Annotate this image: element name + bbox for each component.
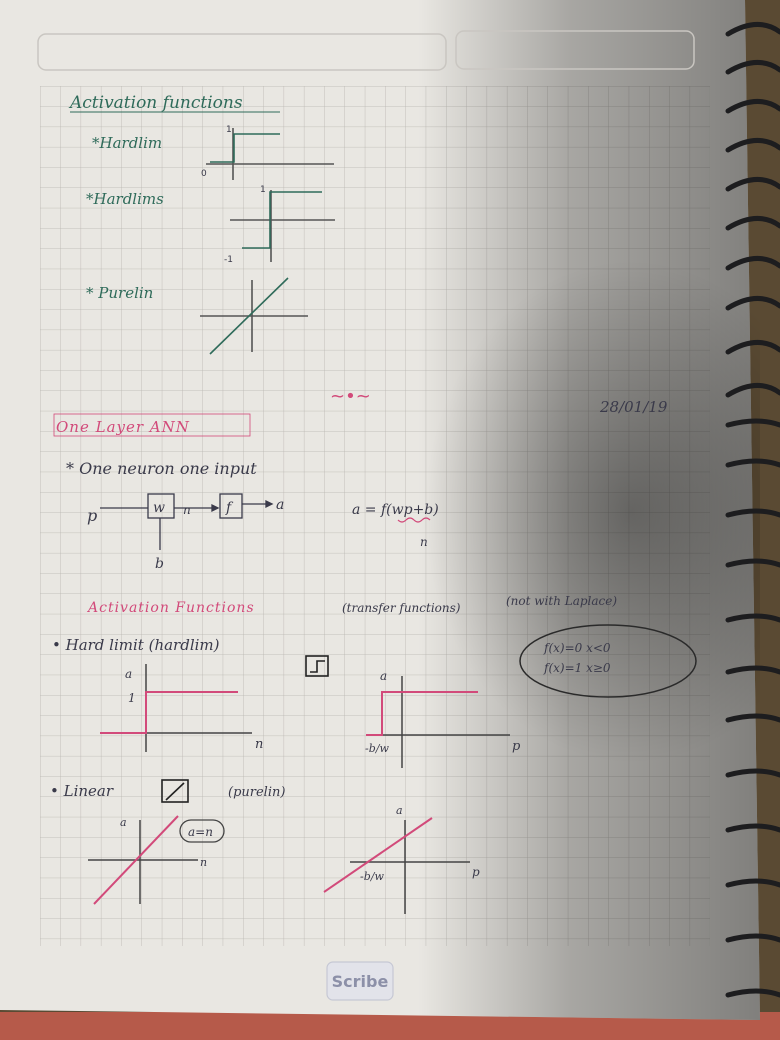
section-divider: ~•~	[330, 386, 371, 407]
section1-title: Activation functions	[70, 93, 243, 113]
equation: a = f(wp+b)	[352, 502, 439, 518]
graph-a-tick: 1	[128, 691, 136, 705]
item-hardlim-label: *Hardlim	[92, 134, 163, 152]
graph-d-x: p	[472, 865, 480, 879]
transfer-functions-paren: (transfer functions)	[342, 601, 461, 615]
weight-w: w	[153, 500, 165, 516]
graph-c-y: a	[120, 816, 127, 829]
graph-b-tick: -b/w	[365, 742, 389, 755]
graph-d-y: a	[396, 804, 403, 817]
an-label: a=n	[188, 825, 213, 839]
graph-b-y: a	[380, 669, 388, 683]
piecewise-line-1: f(x)=0 x<0	[544, 641, 611, 655]
item-purelin-label: * Purelin	[86, 284, 154, 302]
graph-d-tick: -b/w	[360, 870, 384, 883]
piecewise-line-2: f(x)=1 x≥0	[544, 661, 611, 675]
scribe-logo: Scribe	[331, 972, 389, 991]
one-layer-ann-title: One Layer ANN	[56, 418, 190, 436]
bias-b: b	[155, 556, 164, 572]
graph-b-x: p	[512, 739, 521, 754]
input-p: p	[87, 506, 98, 525]
date-label: 28/01/19	[600, 398, 668, 416]
purelin-label: (purelin)	[228, 785, 286, 800]
item-hardlims-label: *Hardlims	[86, 190, 164, 208]
graph-c-x: n	[200, 856, 208, 869]
hardlims-tick-top: 1	[260, 185, 266, 195]
one-neuron-subtitle: * One neuron one input	[66, 459, 257, 478]
net-n: n	[183, 503, 191, 517]
output-a: a	[276, 497, 285, 513]
hardlims-tick-bottom: -1	[224, 255, 233, 265]
linear-label: • Linear	[50, 782, 114, 800]
transfer-f: f	[226, 500, 232, 516]
hardlim-section-label: • Hard limit (hardlim)	[52, 636, 220, 654]
hardlim-tick-origin: 0	[201, 169, 207, 179]
graph-a-x: n	[255, 737, 264, 752]
laplace-note: (not with Laplace)	[506, 594, 618, 608]
graph-a-y: a	[125, 667, 133, 681]
hardlim-tick-top: 1	[226, 125, 232, 135]
activation-functions-title: Activation Functions	[88, 600, 255, 616]
equation-n: n	[420, 535, 428, 549]
